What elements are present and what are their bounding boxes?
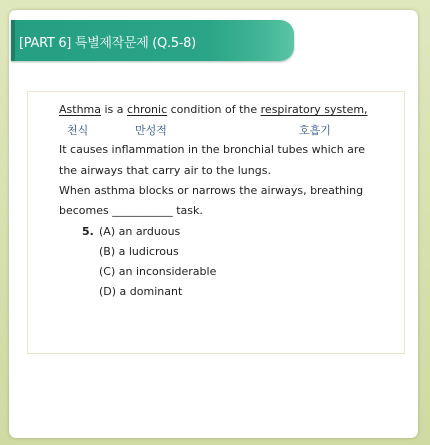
passage-line-2: It causes inflammation in the bronchial tubes which are — [59, 143, 365, 156]
option-b[interactable]: (B) a ludicrous — [99, 245, 179, 258]
passage-line-4: When asthma blocks or narrows the airways, breathing — [59, 184, 364, 197]
vocab-asthma: Asthma — [59, 103, 101, 116]
option-d[interactable]: (D) a dominant — [99, 285, 183, 298]
passage-line-5: becomes ___________ task. — [59, 204, 203, 217]
passage-line-3: the airways that carry air to the lungs. — [59, 164, 271, 177]
question-number: 5. — [82, 225, 94, 238]
option-c[interactable]: (C) an inconsiderable — [99, 265, 217, 278]
text: condition of the — [167, 103, 261, 116]
part-title: [PART 6] 특별제작문제 (Q.5-8) — [19, 36, 196, 51]
gloss-chronic: 만성적 — [135, 124, 167, 137]
vocab-chronic: chronic — [127, 103, 168, 116]
text: is a — [101, 103, 128, 116]
gloss-asthma: 천식 — [67, 124, 89, 137]
option-a[interactable]: (A) an arduous — [99, 225, 181, 238]
vocab-respiratory-system: respiratory system, — [260, 103, 368, 116]
banner-accent — [11, 20, 15, 61]
gloss-respiratory: 호흡기 — [299, 124, 331, 137]
passage-line-1 — [59, 103, 368, 116]
